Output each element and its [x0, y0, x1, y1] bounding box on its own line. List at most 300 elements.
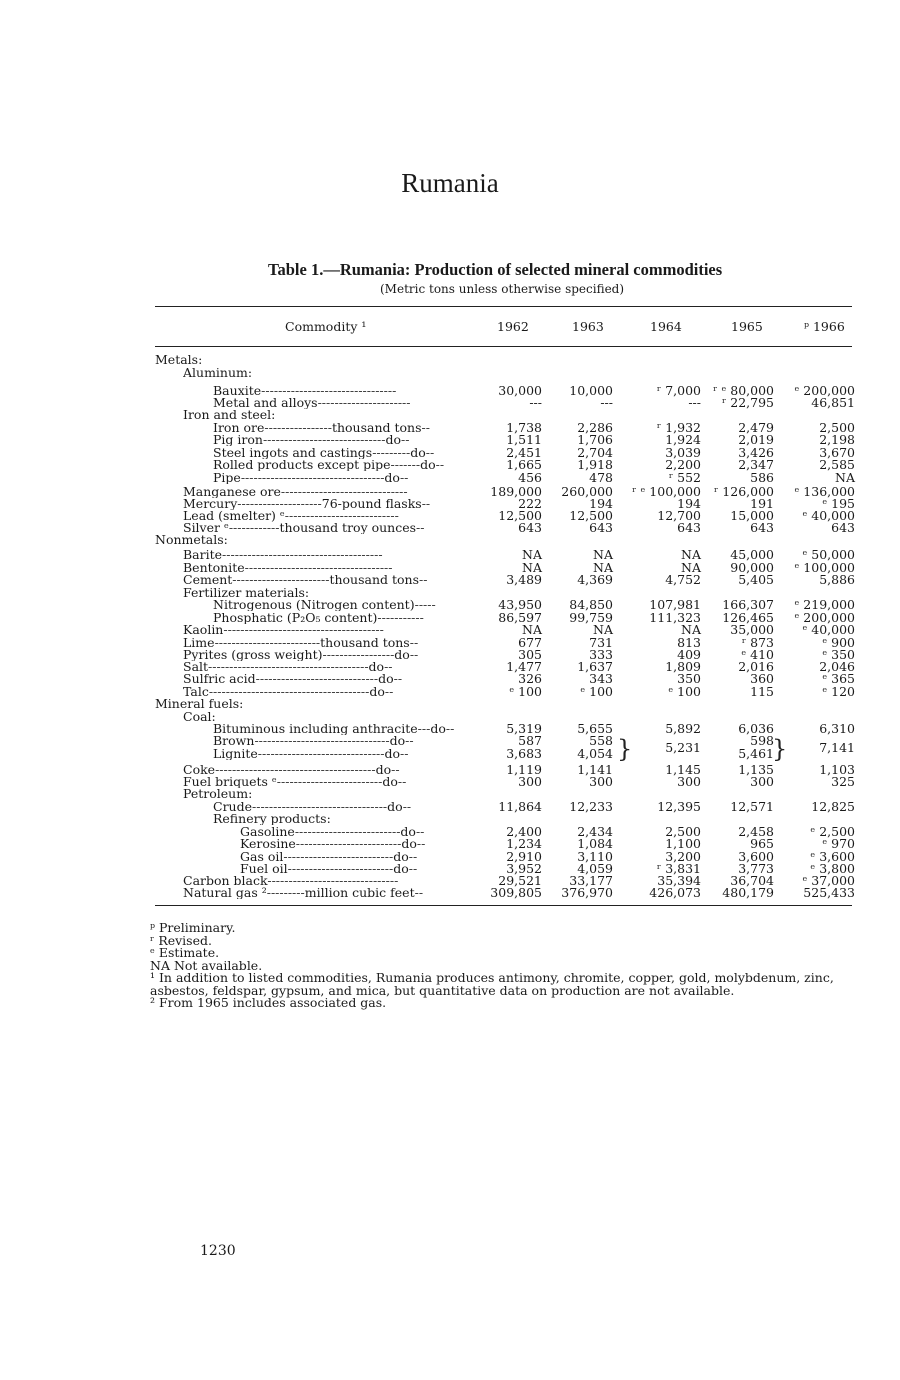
table-row	[0, 697, 900, 710]
cell-1963: 84,850	[569, 597, 613, 612]
cell-1963: 12,233	[569, 799, 613, 814]
leader-dots: ----------------------	[317, 396, 411, 409]
row-label-text: Kaolin	[183, 623, 224, 636]
row-label-text: Aluminum:	[183, 366, 253, 379]
row-unit: thousand tons	[331, 421, 422, 434]
row-unit: thousand tons	[329, 573, 420, 586]
row-label-text: Mineral fuels:	[155, 697, 244, 710]
cell-1966: ᵉ 50,000	[802, 547, 855, 562]
cell-1962: 1,477	[506, 659, 542, 674]
leader-dots: -----------------------------	[262, 433, 386, 446]
cell-1965: ʳ ᵉ 80,000	[713, 383, 774, 398]
cell-1963: 731	[589, 635, 613, 650]
table-row	[0, 471, 900, 484]
leader-dots: --------------------------------	[254, 734, 390, 747]
cell-1964: 1,100	[665, 836, 701, 851]
row-label-text: Pipe	[213, 471, 241, 484]
cell-1964: 3,039	[665, 445, 701, 460]
cell-1963: ᵉ 100	[580, 684, 613, 699]
cell-1965: 300	[750, 774, 774, 789]
cell-1962: 29,521	[498, 873, 542, 888]
cell-1964: 2,500	[665, 824, 701, 839]
footnotes	[150, 922, 850, 1010]
leader-dots: --------------------------	[283, 850, 394, 863]
cell-1962: 43,950	[498, 597, 542, 612]
leader-dots: --	[409, 636, 419, 649]
cell-1965: 36,704	[730, 873, 774, 888]
leader-dots: --------------------------------	[252, 800, 388, 813]
row-label-text: Lignite	[213, 747, 258, 760]
cell-1965: 3,600	[738, 849, 774, 864]
cell-1964: 643	[677, 520, 701, 535]
leader-dots: --	[415, 825, 425, 838]
leader-dots: --------------------------------	[261, 384, 397, 397]
cell-1966: ᵉ 40,000	[802, 622, 855, 637]
cell-1965: 191	[750, 496, 774, 511]
cell-1964: 5,892	[665, 721, 701, 736]
row-unit: do	[378, 672, 394, 685]
cell-1962: 11,864	[498, 799, 542, 814]
cell-1966: ᵉ 900	[822, 635, 855, 650]
cell-1965: 3,773	[738, 861, 774, 876]
cell-1963: 10,000	[569, 383, 613, 398]
row-unit: do	[400, 825, 416, 838]
row-label	[183, 573, 472, 586]
row-label-text: Barite	[183, 548, 223, 561]
cell-1964: 194	[677, 496, 701, 511]
row-label-text: Refinery products:	[213, 812, 331, 825]
row-label-text: Iron ore	[213, 421, 265, 434]
table-row	[0, 886, 900, 899]
leader-dots: --	[402, 800, 412, 813]
cell-1965: 166,307	[722, 597, 774, 612]
cell-1965: 126,465	[722, 610, 774, 625]
row-label-text: Iron and steel:	[183, 408, 276, 421]
cell-1964: 4,752	[665, 572, 701, 587]
leader-dots: --	[400, 747, 409, 760]
cell-1965: 643	[750, 520, 774, 535]
row-unit: do	[430, 722, 446, 735]
cell-1965: 598	[750, 733, 774, 748]
cell-1963: 99,759	[569, 610, 613, 625]
row-unit: thousand troy ounces	[279, 521, 417, 534]
leader-dots: --------------------------------------	[222, 548, 383, 561]
leader-dots: ------------	[228, 521, 280, 534]
cell-1962: NA	[522, 560, 542, 575]
cell-1964: 813	[677, 635, 701, 650]
row-label-text: Natural gas ²	[183, 886, 267, 899]
cell-1964: 35,394	[657, 873, 701, 888]
leader-dots: -----------------------------------	[244, 561, 393, 574]
row-label-text: Bituminous including anthracite	[213, 722, 418, 735]
cell-1963: NA	[593, 547, 613, 562]
cell-1964: 12,395	[657, 799, 701, 814]
row-label	[213, 812, 472, 825]
leader-dots: -------------------------	[214, 636, 321, 649]
cell-1963: 1,084	[577, 836, 613, 851]
bracket-1965: }	[772, 735, 788, 763]
cell-1964: ---	[688, 395, 701, 410]
leader-dots: ---	[417, 722, 431, 735]
row-label	[213, 598, 472, 611]
cell-1966: ᵉ 37,000	[802, 873, 855, 888]
leader-dots: --	[421, 421, 430, 434]
leader-dots: --	[419, 573, 428, 586]
cell-1964: 350	[677, 671, 701, 686]
page-title: Rumania	[401, 168, 499, 198]
cell-1965: 12,571	[730, 799, 774, 814]
cell-1965: 5,405	[738, 572, 774, 587]
cell-1964: NA	[681, 547, 701, 562]
row-label	[213, 471, 472, 484]
row-label	[213, 433, 472, 446]
cell-1962: ᵉ 100	[509, 684, 542, 699]
row-label	[240, 837, 472, 850]
cell-1962: 1,665	[506, 457, 542, 472]
cell-1964: ʳ 3,831	[656, 861, 701, 876]
cell-1963: NA	[593, 560, 613, 575]
cell-1963: 2,704	[577, 445, 613, 460]
cell-1963: 643	[589, 520, 613, 535]
row-unit: do	[368, 660, 385, 673]
column-header-1966: ᵖ 1966	[804, 319, 845, 334]
row-label-text: Gas oil	[240, 850, 284, 863]
cell-1962: 189,000	[490, 484, 542, 499]
cell-1963: 558	[589, 733, 613, 748]
cell-1966: 1,103	[819, 762, 855, 777]
row-label-text: Coal:	[183, 710, 216, 723]
table-row	[0, 353, 900, 366]
row-label-text: Gasoline	[240, 825, 295, 838]
row-label-text: Brown	[213, 734, 255, 747]
cell-1965: 965	[750, 836, 774, 851]
leader-dots: --------------------------------------	[215, 763, 376, 776]
cell-1962: 2,400	[506, 824, 542, 839]
cell-1963: 4,369	[577, 572, 613, 587]
cell-1963: NA	[593, 622, 613, 637]
cell-1966: 3,670	[819, 445, 855, 460]
cell-1966: 2,585	[819, 457, 855, 472]
cell-1966: ᵉ 219,000	[794, 597, 855, 612]
row-label-text: Talc	[183, 685, 209, 698]
cell-1964: 1,809	[665, 659, 701, 674]
row-unit: do	[389, 734, 406, 747]
cell-1966: 525,433	[803, 885, 855, 900]
row-unit: do	[369, 685, 385, 698]
row-unit: do	[385, 433, 401, 446]
cell-1962: 222	[518, 496, 542, 511]
cell-1964: 426,073	[649, 885, 701, 900]
row-label-text: Fuel oil	[240, 862, 288, 875]
row-unit: do	[393, 850, 409, 863]
cell-1965: 15,000	[730, 508, 774, 523]
footnote-1-cont: asbestos, feldspar, gypsum, and mica, but quantitative data on production are not available.	[150, 982, 735, 998]
cell-1964: 300	[677, 774, 701, 789]
cell-1963: 1,141	[577, 762, 613, 777]
leader-dots: --	[414, 886, 424, 899]
row-label-text: Cement	[183, 573, 233, 586]
cell-1966: ᵉ 2,500	[810, 824, 855, 839]
row-label-text: Nitrogenous (Nitrogen content)	[213, 598, 415, 611]
table-row	[0, 366, 900, 379]
footnote-revised: ʳ Revised.	[150, 932, 212, 948]
leader-dots: --------------------	[237, 497, 322, 510]
cell-1965: 2,479	[738, 420, 774, 435]
cell-1965: 2,347	[738, 457, 774, 472]
leader-dots: ---------	[372, 446, 411, 459]
cell-1964: 409	[677, 647, 701, 662]
bracket-1963: }	[617, 735, 633, 763]
cell-1964: 1,924	[665, 432, 701, 447]
column-header-1963: 1963	[572, 319, 604, 334]
table-row	[0, 533, 900, 546]
cell-1965: ᵉ 410	[741, 647, 774, 662]
table-row	[0, 573, 900, 586]
cell-1962: 3,952	[506, 861, 542, 876]
cell-1964: ᵉ 100	[668, 684, 701, 699]
footnote-estimate: ᵉ Estimate.	[150, 945, 220, 960]
row-unit: do	[384, 747, 401, 760]
cell-1965: 1,135	[738, 762, 774, 777]
cell-1965: 90,000	[730, 560, 774, 575]
row-unit: do	[387, 800, 403, 813]
row-label	[183, 408, 472, 421]
table-bottom-rule	[155, 905, 852, 906]
row-unit: do	[375, 763, 392, 776]
leader-dots: --	[435, 458, 445, 471]
cell-1964: 5,231	[665, 740, 701, 755]
leader-dots: --	[405, 734, 414, 747]
cell-1963: 376,970	[561, 885, 613, 900]
row-label	[183, 548, 472, 561]
column-header-commodity: Commodity ¹	[285, 319, 367, 334]
cell-1963: 1,918	[577, 457, 613, 472]
cell-1963: 333	[589, 647, 613, 662]
cell-1962: 2,910	[506, 849, 542, 864]
cell-1964: NA	[681, 560, 701, 575]
row-label	[155, 533, 472, 546]
row-label-text: Rolled products except pipe	[213, 458, 391, 471]
column-header-1964: 1964	[650, 319, 682, 334]
row-label-text: Coke	[183, 763, 216, 776]
cell-1962: 456	[518, 470, 542, 485]
footnote-preliminary: ᵖ Preliminary.	[150, 920, 236, 935]
row-unit: do	[382, 775, 398, 788]
cell-1962: NA	[522, 547, 542, 562]
cell-1962: 12,500	[498, 508, 542, 523]
cell-1962: 1,511	[506, 432, 542, 447]
leader-dots: -----------------------	[232, 573, 330, 586]
cell-1966: 2,500	[819, 420, 855, 435]
cell-1962: 86,597	[498, 610, 542, 625]
row-label	[183, 787, 472, 800]
cell-1963: ---	[600, 395, 613, 410]
footnote-na: NA Not available.	[150, 957, 263, 973]
row-label-text: Lime	[183, 636, 215, 649]
column-header-1962: 1962	[497, 319, 529, 334]
cell-1962: NA	[522, 622, 542, 637]
row-label-text: Pyrites (gross weight)	[183, 648, 323, 661]
cell-1962: 326	[518, 671, 542, 686]
table-header-rule	[155, 346, 852, 347]
cell-1966: ᵉ 195	[822, 496, 855, 511]
leader-dots: --	[421, 497, 431, 510]
row-unit: do	[401, 837, 417, 850]
leader-dots: ---------------------------	[284, 509, 399, 522]
leader-dots: -------------------------------	[267, 874, 399, 887]
cell-1964: 12,700	[657, 508, 701, 523]
cell-1966: ᵉ 3,600	[810, 849, 855, 864]
row-label	[213, 747, 472, 760]
cell-1966: 325	[831, 774, 855, 789]
cell-1966: ᵉ 200,000	[794, 610, 855, 625]
row-label-text: Lead (smelter) ᵉ	[183, 509, 285, 522]
cell-1966: 2,198	[819, 432, 855, 447]
row-label-text: Manganese ore	[183, 485, 281, 498]
row-label-text: Bauxite	[213, 384, 262, 397]
cell-1966: 5,886	[819, 572, 855, 587]
cell-1966: 6,310	[819, 721, 855, 736]
leader-dots: -------------------------	[287, 862, 394, 875]
cell-1965: 360	[750, 671, 774, 686]
cell-1962: 300	[518, 774, 542, 789]
row-label-text: Crude	[213, 800, 252, 813]
cell-1963: 478	[589, 470, 613, 485]
cell-1962: 5,319	[506, 721, 542, 736]
row-label-text: Kerosine	[240, 837, 296, 850]
cell-1965: 5,461	[738, 746, 774, 761]
cell-1963: 343	[589, 671, 613, 686]
column-header-1965: 1965	[731, 319, 763, 334]
row-label-text: Pig iron	[213, 433, 263, 446]
cell-1963: 2,286	[577, 420, 613, 435]
footnote-1: ¹ In addition to listed commodities, Rumania produces antimony, chromite, copper, gold, molybdenum, zinc,	[150, 970, 834, 985]
cell-1963: 33,177	[569, 873, 613, 888]
cell-1963: 12,500	[569, 508, 613, 523]
leader-dots: --	[425, 446, 435, 459]
row-label-text: Metals:	[155, 353, 203, 366]
cell-1963: 194	[589, 496, 613, 511]
row-label	[183, 672, 472, 685]
cell-1964: 2,200	[665, 457, 701, 472]
cell-1965: ʳ 126,000	[713, 484, 774, 499]
row-label-text: Mercury	[183, 497, 238, 510]
row-label	[213, 458, 472, 471]
leader-dots: --	[408, 862, 418, 875]
cell-1963: 1,637	[577, 659, 613, 674]
cell-1966: 12,825	[811, 799, 855, 814]
table-title: Table 1.—Rumania: Production of selected mineral commodities	[268, 260, 723, 279]
row-unit: 76-pound flasks	[321, 497, 422, 510]
row-label-text: Silver ᵉ	[183, 521, 229, 534]
leader-dots: -------------------------	[276, 775, 383, 788]
row-label-text: Steel ingots and castings	[213, 446, 373, 459]
leader-dots: -------------------------	[294, 825, 401, 838]
cell-1965: 6,036	[738, 721, 774, 736]
leader-dots: --	[397, 775, 407, 788]
cell-1962: 3,683	[506, 746, 542, 761]
leader-dots: -----------------	[322, 648, 395, 661]
row-unit: do	[384, 471, 400, 484]
cell-1966: ᵉ 136,000	[794, 484, 855, 499]
cell-1962: ---	[529, 395, 542, 410]
cell-1964: 107,981	[649, 597, 701, 612]
cell-1965: 115	[750, 684, 774, 699]
cell-1966: 2,046	[819, 659, 855, 674]
cell-1962: 309,805	[490, 885, 542, 900]
row-label-text: Metal and alloys	[213, 396, 318, 409]
leader-dots: --------------------------------------	[208, 685, 370, 698]
cell-1965: 45,000	[730, 547, 774, 562]
cell-1964: ʳ ᵉ 100,000	[632, 484, 701, 499]
leader-dots: -----------------------------	[255, 672, 379, 685]
cell-1962: 677	[518, 635, 542, 650]
cell-1963: 4,059	[577, 861, 613, 876]
cell-1966: ᵉ 120	[822, 684, 855, 699]
cell-1962: 1,738	[506, 420, 542, 435]
footnote-2: ² From 1965 includes associated gas.	[150, 995, 387, 1010]
cell-1962: 3,489	[506, 572, 542, 587]
row-label	[183, 366, 472, 379]
cell-1966: 46,851	[811, 395, 855, 410]
cell-1963: 5,655	[577, 721, 613, 736]
leader-dots: --	[400, 433, 410, 446]
cell-1966: 7,141	[819, 740, 855, 755]
row-label-text: Nonmetals:	[155, 533, 228, 546]
leader-dots: --	[416, 521, 425, 534]
cell-1966: ᵉ 3,800	[810, 861, 855, 876]
cell-1965: 586	[750, 470, 774, 485]
row-unit: thousand tons	[320, 636, 410, 649]
cell-1964: ʳ 7,000	[656, 383, 701, 398]
cell-1963: 1,706	[577, 432, 613, 447]
row-label-text: Phosphatic (P₂O₅ content)	[213, 611, 378, 624]
cell-1964: 1,145	[665, 762, 701, 777]
page-number: 1230	[200, 1243, 236, 1259]
leader-dots: --	[384, 685, 394, 698]
cell-1964: ʳ 552	[668, 470, 701, 485]
cell-1962: 643	[518, 520, 542, 535]
leader-dots: ------------------------------	[280, 485, 408, 498]
row-label	[213, 734, 472, 747]
cell-1965: ʳ 873	[741, 635, 774, 650]
cell-1962: 587	[518, 733, 542, 748]
row-unit: do	[394, 648, 410, 661]
row-unit: do	[393, 862, 409, 875]
cell-1962: 1,119	[506, 762, 542, 777]
cell-1963: 4,054	[577, 746, 613, 761]
cell-1964: 3,200	[665, 849, 701, 864]
leader-dots: ----------------	[264, 421, 332, 434]
leader-dots: -------------------------	[295, 837, 402, 850]
row-label	[155, 697, 472, 710]
cell-1965: 35,000	[730, 622, 774, 637]
row-unit: do	[410, 446, 426, 459]
leader-dots: --	[445, 722, 455, 735]
cell-1965: 2,016	[738, 659, 774, 674]
leader-dots: ---------	[266, 886, 305, 899]
cell-1965: 2,458	[738, 824, 774, 839]
cell-1963: 3,110	[577, 849, 613, 864]
table-subtitle: (Metric tons unless otherwise specified)	[380, 282, 625, 296]
row-label-text: Petroleum:	[183, 787, 253, 800]
leader-dots: --------------------------------------	[223, 623, 384, 636]
leader-dots: -----	[414, 598, 436, 611]
cell-1965: 480,179	[722, 885, 774, 900]
leader-dots: --	[384, 660, 393, 673]
row-unit: do	[420, 458, 436, 471]
cell-1962: 1,234	[506, 836, 542, 851]
